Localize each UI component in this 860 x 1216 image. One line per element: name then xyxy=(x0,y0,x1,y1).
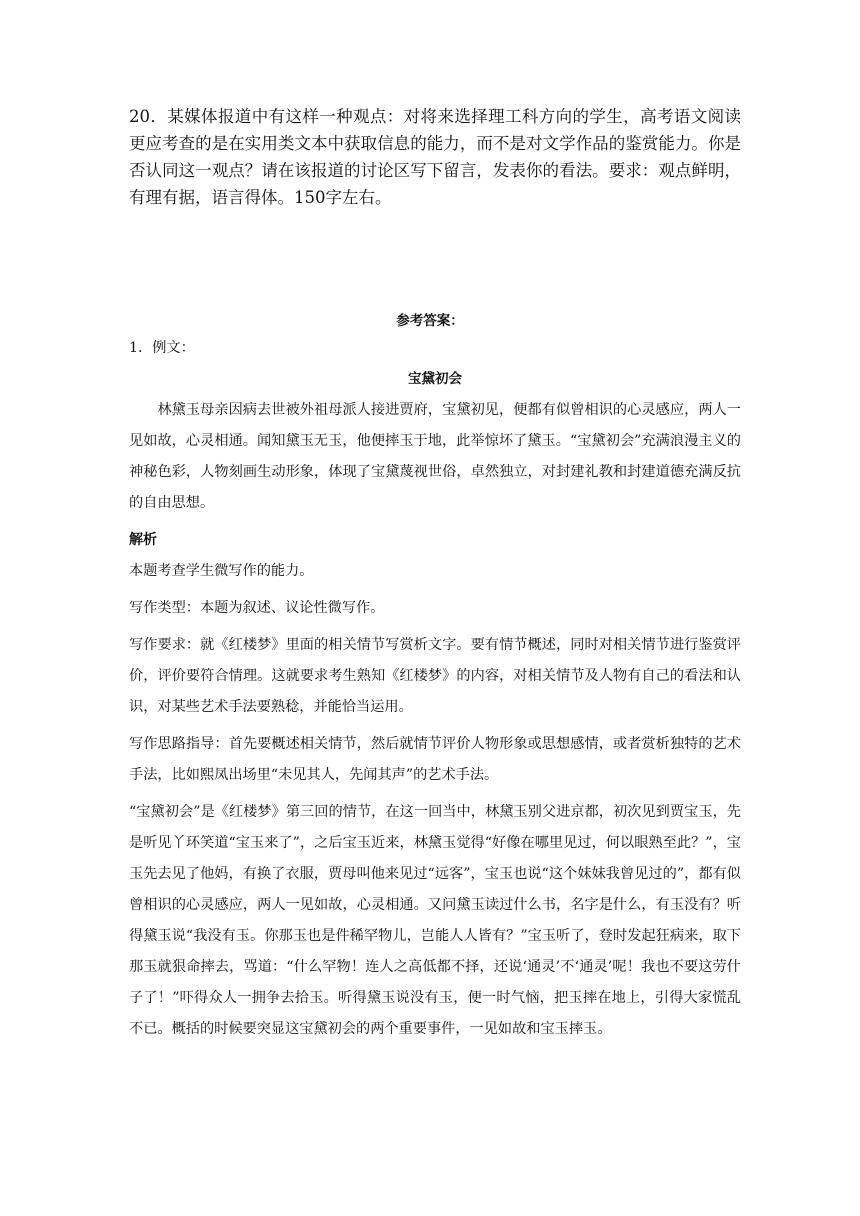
answer-item-label: 1．例文： xyxy=(129,340,195,356)
analysis-paragraph: 写作思路指导：首先要概述相关情节，然后就情节评价人物形象或思想感情，或者赏析独特的艺术手法，比如熙凤出场里“未见其人，先闻其声”的艺术手法。 xyxy=(129,736,741,783)
analysis-heading: 解析 xyxy=(129,532,157,548)
essay-body: 林黛玉母亲因病去世被外祖母派人接进贾府，宝黛初见，便都有似曾相识的心灵感应，两人一见如故，心灵相通。闻知黛玉无玉，他便摔玉于地，此举惊坏了黛玉。“宝黛初会”充满浪漫主义的神秘色彩，人物刻画生动形象，体现了宝黛蔑视世俗，卓然独立，对封建礼教和封建道德充满反抗的自由思想。 xyxy=(129,402,741,511)
question-20 xyxy=(129,103,741,211)
analysis-paragraph: 写作类型：本题为叙述、议论性微写作。 xyxy=(129,600,385,616)
question-text: 20．某媒体报道中有这样一种观点：对将来选择理工科方向的学生，高考语文阅读更应考查的是在实用类文本中获取信息的能力，而不是对文学作品的鉴赏能力。你是否认同这一观点？请在该报道的讨论区写下留言，发表你的看法。要求：观点鲜明，有理有据，语言得体。150字左右。 xyxy=(129,107,741,207)
analysis-paragraph: 本题考查学生微写作的能力。 xyxy=(129,563,314,579)
analysis-paragraph: 写作要求：就《红楼梦》里面的相关情节写赏析文字。要有情节概述，同时对相关情节进行鉴赏评价，评价要符合情理。这就要求考生熟知《红楼梦》的内容，对相关情节及人物有自己的看法和认识，对某些艺术手法要熟稔，并能恰当运用。 xyxy=(129,637,741,715)
analysis-paragraph: “宝黛初会”是《红楼梦》第三回的情节，在这一回当中，林黛玉别父进京都，初次见到贾宝玉，先是听见丫环笑道“宝玉来了”，之后宝玉近来，林黛玉觉得“好像在哪里见过，何以眼熟至此？”，宝玉先去见了他妈，有换了衣服，贾母叫他来见过“远客”，宝玉也说“这个妹妹我曾见过的”，都有似曾相识的心灵感应，两人一见如故，心灵相通。又问黛玉读过什么书，名字是什么，有玉没有？听得黛玉说“我没有玉。你那玉也是件稀罕物儿，岂能人人皆有？”宝玉听了，登时发起狂病来，取下那玉就狠命摔去，骂道：“什么罕物！连人之高低都不择，还说‘通灵’不‘通灵’呢！我也不要这劳什子了！”吓得众人一拥争去拾玉。听得黛玉说没有玉，便一时气恼，把玉摔在地上，引得大家慌乱不已。概括的时候要突显这宝黛初会的两个重要事件，一见如故和宝玉摔玉。 xyxy=(129,804,741,1037)
answers-title: 参考答案： xyxy=(396,313,464,329)
essay-title: 宝黛初会 xyxy=(408,371,462,387)
answer-section xyxy=(129,337,741,1045)
